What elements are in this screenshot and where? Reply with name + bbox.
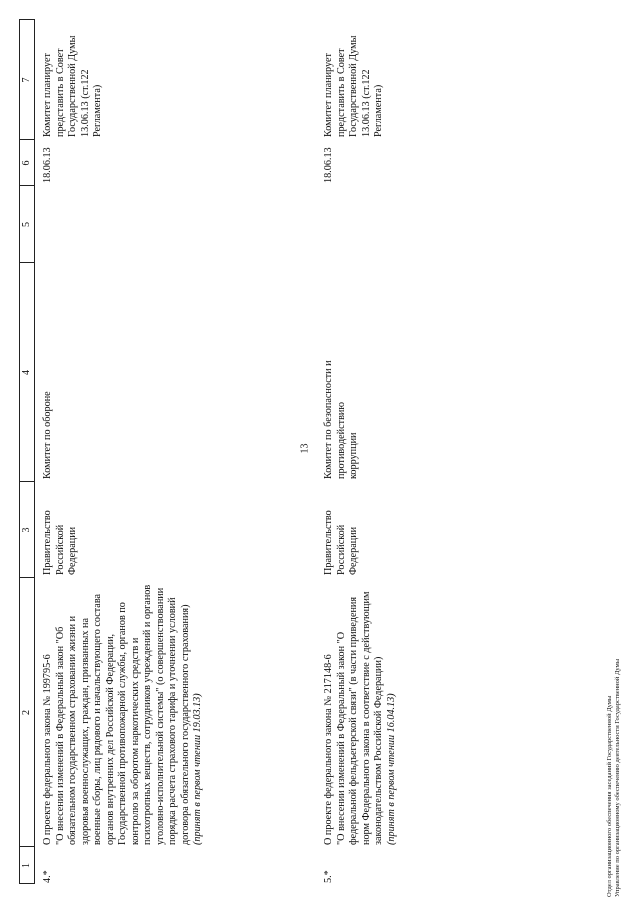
initiator: Правительство Российской Федерации <box>323 510 359 575</box>
header-col-3: 3 <box>21 527 32 533</box>
footer-line-1: Отдел организационного обеспечения заседаний Государственной Думы <box>606 695 613 897</box>
row-number: 4.* <box>42 870 53 883</box>
header-col-2: 2 <box>21 710 32 715</box>
committee: Комитет по безопасности и противодействию коррупции <box>323 360 359 479</box>
table-top-border <box>19 19 20 884</box>
date: 18.06.13 <box>42 147 53 183</box>
bill-body: "О внесении изменений в Федеральный закон "Об обязательном государственном страховании жизни и здоровья военнослужащих, граждан, призванных на военные сборы, лиц рядового и начальствующего состава органов внутренних дел Российской Федерации, Государственной противопожарной службы, органов по контролю за оборотом наркотических средств и психотропных веществ, сотрудников учреждений и органов уголовно-исполнительной системы" (о совершенствовании порядка расчета страхового тарифа и уточнении условий договора обязательного государственного страхования) <box>54 584 191 845</box>
bill-title: О проекте федерального закона № 199795-6 <box>42 654 53 845</box>
bill-title: О проекте федерального закона № 217148-6 <box>323 654 334 845</box>
header-bottom-border <box>34 19 35 884</box>
footer-line-2: Управление по организационному обеспечению деятельности Государственной Думы <box>614 658 621 897</box>
bill-body: "О внесении изменений в Федеральный закон "О федеральной фельдъегерской связи" (в части приведения норм Федерального закона в соответствие с действующим законодательством Российской Федерации) <box>335 591 384 845</box>
header-col-5: 5 <box>21 222 32 227</box>
bill-reading: (принят в первом чтении 19.03.13) <box>192 693 203 845</box>
page-number: 13 <box>299 443 311 454</box>
header-col-7: 7 <box>21 77 32 83</box>
note: Комитет планирует представить в Совет Государственной Думы 13.06.13 (ст.122 Регламента) <box>42 35 103 137</box>
note: Комитет планирует представить в Совет Государственной Думы 13.06.13 (ст.122 Регламента) <box>323 35 384 137</box>
bill-description <box>42 580 205 845</box>
committee: Комитет по обороне <box>42 391 53 479</box>
header-col-6: 6 <box>21 160 32 166</box>
header-col-4: 4 <box>21 370 32 375</box>
initiator: Правительство Российской Федерации <box>42 510 78 575</box>
bill-description <box>323 580 398 845</box>
header-col-1: 1 <box>21 863 32 868</box>
date: 18.06.13 <box>323 147 334 183</box>
row-number: 5.* <box>323 870 334 883</box>
bill-reading: (принят в первом чтении 16.04.13) <box>385 693 397 845</box>
